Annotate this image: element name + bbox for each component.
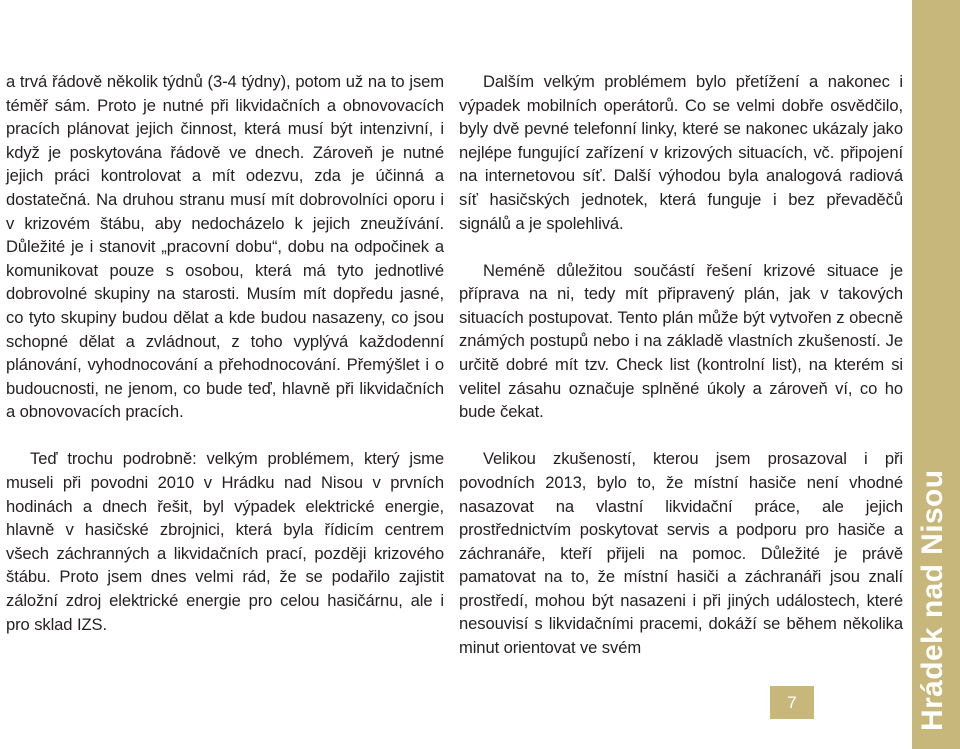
right-column xyxy=(459,70,903,660)
paragraph: Velikou zkušeností, kterou jsem prosazoval i při povodních 2013, bylo to, že místní hasiče není vhodné nasazovat na vlastní likvidační práce, ale jejich prostřednictvím poskytovat servis a podporu pro hasiče a záchranáře, kteří přijeli na pomoc. Důležité je právě pamatovat na to, že místní hasiči a záchranáři jsou znalí prostředí, mohou být nasazeni i při jiných událostech, které nesouvisí s likvidačními pracemi, dokáží se během několika minut orientovat ve svém xyxy=(459,449,903,658)
paragraph: Neméně důležitou součástí řešení krizové situace je příprava na ni, tedy mít připravený plán, jak v takových situacích postupovat. Tento plán může být vytvořen z obecně známých postupů nebo i na základě vlastních zkušeností. Je určitě dobré mít tzv. Check list (kontrolní list), na kterém si velitel zásahu označuje splněné úkoly a zároveň ví, co ho bude čekat. xyxy=(459,260,903,422)
left-column xyxy=(6,70,444,636)
paragraph: Teď trochu podrobně: velkým problémem, který jsme museli při povodni 2010 v Hrádku nad Nisou v prvních hodinách a dnech řešit, byl výpadek elektrické energie, hlavně v hasičské zbrojnici, která byla řídicím centrem všech záchranných a likvidačních prací, později krizového štábu. Proto jsem dnes velmi rád, že se podařilo zajistit záložní zdroj elektrické energie pro celou hasičárnu, ale i pro sklad IZS. xyxy=(6,449,444,634)
sidebar-band xyxy=(912,0,960,749)
sidebar-title: Hrádek nad Nisou xyxy=(916,469,949,731)
paragraph: a trvá řádově několik týdnů (3-4 týdny), potom už na to jsem téměř sám. Proto je nutné při likvidačních a obnovovacích pracích plánovat jejich činnost, která musí být intenzivní, i když je poskytována řádově ve dnech. Zároveň je nutné jejich práci kontrolovat a mít odezvu, zda je účinná a dostatečná. Na druhou stranu musí mít dobrovolníci oporu i v krizovém štábu, aby nedocházelo k jejich zneužívání. Důležité je i stanovit „pracovní dobu“, dobu na odpočinek a komunikovat pouze s osobou, která má tyto jednotlivé dobrovolné skupiny na starosti. Musím mít dopředu jasné, co tyto skupiny budou dělat a kde budou nasazeny, co jsou schopné dělat a zvládnout, z toho vyplývá každodenní plánování, vyhodnocování a přehodnocování. Přemýšlet i o budoucnosti, ne jenom, co bude teď, hlavně při likvidačních a obnovovacích pracích. xyxy=(6,72,444,422)
paragraph: Dalším velkým problémem bylo přetížení a nakonec i výpadek mobilních operátorů. Co se velmi dobře osvědčilo, byly dvě pevné telefonní linky, které se nakonec ukázaly jako nejlépe fungující zařízení v krizových situacích, vč. připojení na internetovou síť. Další výhodou byla analogová radiová síť hasičských jednotek, která funguje i bez převaděčů signálů a je spolehlivá. xyxy=(459,72,903,233)
page-number: 7 xyxy=(770,686,814,719)
